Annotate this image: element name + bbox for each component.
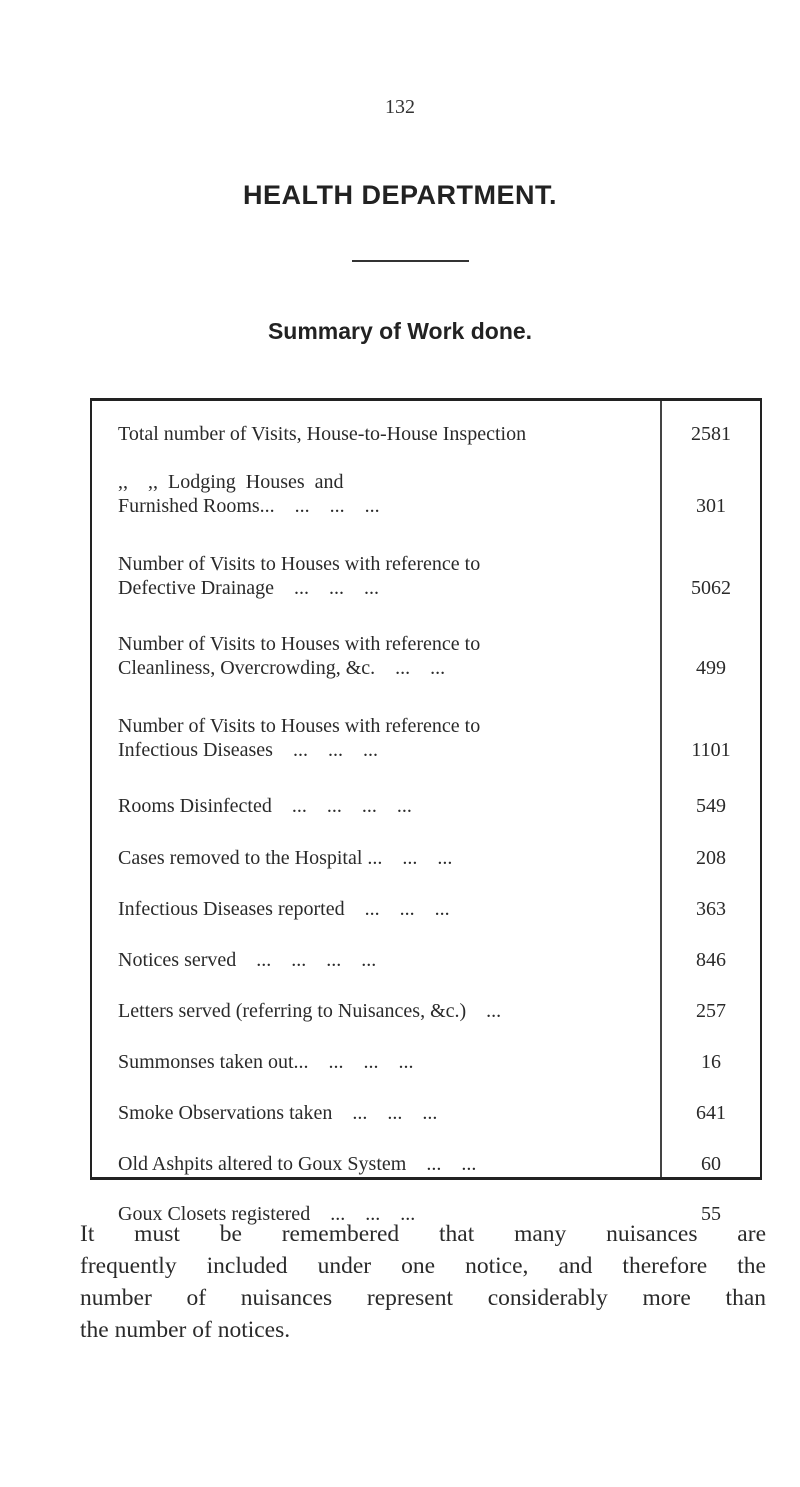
- summary-table: [90, 398, 762, 1225]
- row-label-line: Infectious Diseases reported ... ... ...: [118, 898, 450, 920]
- row-value: 301: [696, 495, 726, 517]
- row-label: [118, 552, 656, 600]
- row-label: [118, 948, 656, 972]
- row-label-line: Old Ashpits altered to Goux System ... ...: [118, 1153, 477, 1175]
- row-label-line: Summonses taken out... ... ... ...: [118, 1051, 414, 1073]
- row-label-line: ,, ,, Lodging Houses and: [118, 471, 344, 493]
- row-label: [118, 897, 656, 921]
- row-label-line: Number of Visits to Houses with reference to: [118, 715, 481, 737]
- page-title: HEALTH DEPARTMENT.: [243, 180, 557, 210]
- row-label: [118, 714, 656, 762]
- row-label-line: Infectious Diseases ... ... ...: [118, 739, 378, 761]
- note-line: It must be remembered that many nuisances are: [80, 1221, 766, 1247]
- row-value: 641: [696, 1102, 726, 1124]
- row-label-line: Cases removed to the Hospital ... ... ...: [118, 847, 453, 869]
- row-label: [118, 846, 656, 870]
- row-label: [118, 999, 656, 1023]
- row-label-line: Number of Visits to Houses with reference to: [118, 633, 481, 655]
- row-label: [118, 632, 656, 680]
- row-label: [118, 1050, 656, 1074]
- row-label-line: Notices served ... ... ... ...: [118, 949, 377, 971]
- row-label: [118, 1152, 656, 1176]
- row-label-line: Cleanliness, Overcrowding, &c. ... ...: [118, 657, 446, 679]
- row-label-line: Total number of Visits, House-to-House Inspection: [118, 423, 527, 445]
- row-value: 5062: [691, 577, 731, 599]
- row-value: 208: [696, 847, 726, 869]
- page-number: 132: [385, 96, 415, 118]
- row-label: [118, 1101, 656, 1125]
- row-value: 846: [696, 949, 726, 971]
- row-value: 2581: [691, 423, 731, 445]
- row-label-line: Furnished Rooms... ... ... ...: [118, 495, 380, 517]
- row-label-line: Smoke Observations taken ... ... ...: [118, 1102, 438, 1124]
- row-label-line: Defective Drainage ... ... ...: [118, 577, 380, 599]
- page-subtitle: Summary of Work done.: [267, 318, 533, 344]
- row-value: 1101: [691, 739, 731, 761]
- row-label: [118, 470, 656, 518]
- row-value: 55: [701, 1203, 721, 1225]
- title-divider: [352, 260, 469, 262]
- row-value: 257: [696, 1000, 726, 1022]
- note-line: number of nuisances represent considerably more than: [80, 1285, 766, 1311]
- row-value: 16: [701, 1051, 721, 1073]
- row-label-line: Rooms Disinfected ... ... ... ...: [118, 795, 412, 817]
- row-label-line: Goux Closets registered ... ... ...: [118, 1203, 416, 1225]
- row-value: 363: [696, 898, 726, 920]
- note-line: the number of notices.: [80, 1317, 291, 1343]
- row-label: [118, 422, 656, 446]
- row-label-line: Letters served (referring to Nuisances, &c.) ...: [118, 1000, 502, 1022]
- row-label-line: Number of Visits to Houses with reference to: [118, 553, 481, 575]
- row-label: [118, 794, 656, 818]
- note-paragraph: [80, 1218, 766, 1346]
- note-line: frequently included under one notice, and therefore the: [80, 1253, 766, 1279]
- row-value: 499: [696, 657, 726, 679]
- row-value: 549: [696, 795, 726, 817]
- row-value: 60: [701, 1153, 721, 1175]
